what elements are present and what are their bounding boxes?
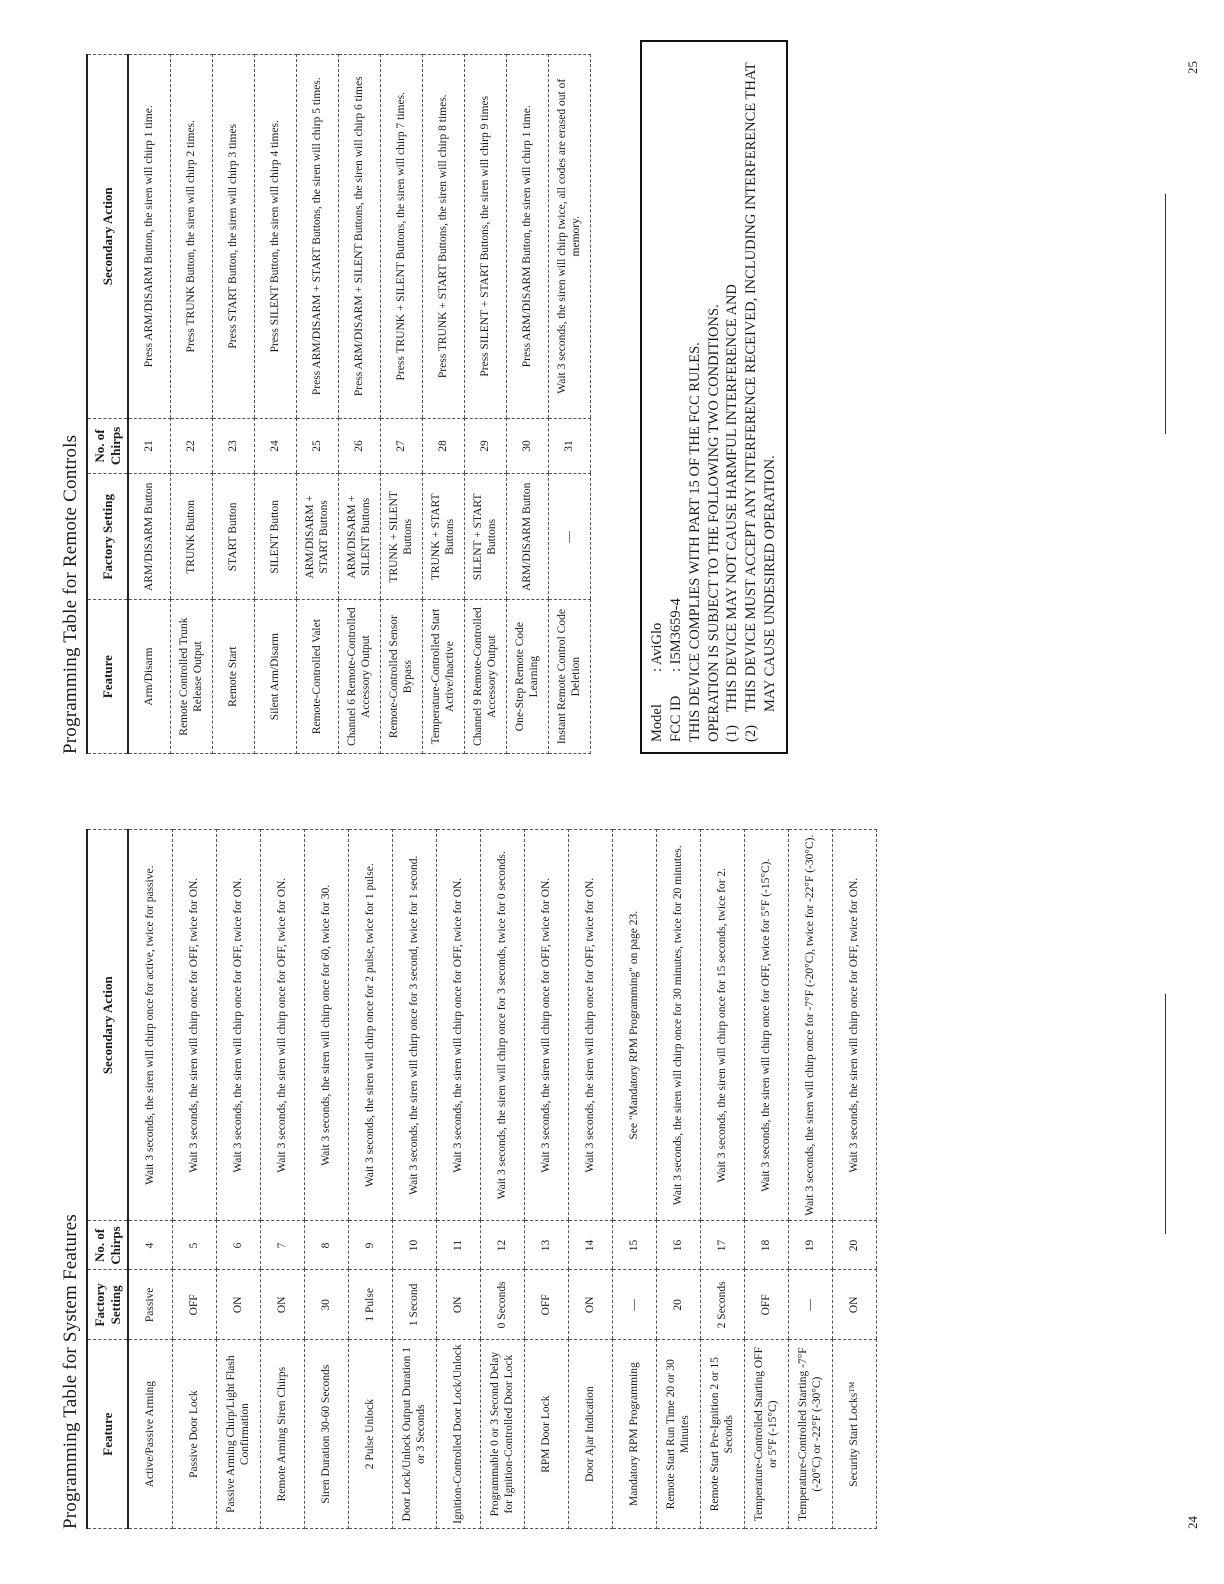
factory-cell: SILENT + START Buttons <box>465 474 507 600</box>
table-row <box>569 830 613 1529</box>
table-row <box>507 55 549 754</box>
table-row <box>297 55 339 754</box>
action-cell: Press TRUNK + SILENT Buttons, the siren will chirp 7 times. <box>381 55 423 419</box>
table-row <box>261 830 305 1529</box>
action-cell: Press ARM/DISARM Button, the siren will chirp 1 time. <box>128 55 171 419</box>
table-row <box>789 830 833 1529</box>
feature-cell: Channel 6 Remote-Controlled Accessory Output <box>339 600 381 754</box>
feature-cell: RPM Door Lock <box>525 1340 569 1529</box>
page-number-24: 24 <box>1185 1516 1200 1529</box>
chirps-cell: 13 <box>525 1221 569 1270</box>
header-feature: Feature <box>87 1340 128 1529</box>
feature-cell: Door Lock/Unlock Output Duration 1 or 3 Seconds <box>393 1340 437 1529</box>
action-cell: Wait 3 seconds, the siren will chirp once for OFF, twice for ON. <box>173 830 217 1221</box>
table-row <box>339 55 381 754</box>
factory-cell: OFF <box>173 1270 217 1340</box>
table-row <box>423 55 465 754</box>
table-row <box>128 830 173 1529</box>
table-row <box>255 55 297 754</box>
feature-cell: Remote-Controlled Valet <box>297 600 339 754</box>
feature-cell: Ignition-Controlled Door Lock/Unlock <box>437 1340 481 1529</box>
page-number-25: 25 <box>1185 61 1200 74</box>
factory-cell: 1 Second <box>393 1270 437 1340</box>
action-cell: Wait 3 seconds, the siren will chirp once for OFF, twice for ON. <box>833 830 877 1221</box>
feature-cell: Siren Duration 30-60 Seconds <box>305 1340 349 1529</box>
factory-cell: 1 Pulse <box>349 1270 393 1340</box>
header-secondary-action: Secondary Action <box>87 830 128 1221</box>
action-cell: See "Mandatory RPM Programming" on page 23. <box>613 830 657 1221</box>
chirps-cell: 24 <box>255 418 297 474</box>
chirps-cell: 20 <box>833 1221 877 1270</box>
action-cell: Wait 3 seconds, the siren will chirp once for -7°F (-20°C), twice for -22°F (-30°C). <box>789 830 833 1221</box>
action-cell: Wait 3 seconds, the siren will chirp once for OFF, twice for ON. <box>569 830 613 1221</box>
feature-cell: Door Ajar Indication <box>569 1340 613 1529</box>
table-row <box>213 55 255 754</box>
factory-cell: SILENT Button <box>255 474 297 600</box>
header-factory-setting: Factory Setting <box>87 474 128 600</box>
table-row <box>613 830 657 1529</box>
action-cell: Press ARM/DISARM + SILENT Buttons, the siren will chirp 6 times <box>339 55 381 419</box>
factory-cell: TRUNK Button <box>171 474 213 600</box>
factory-cell: 20 <box>657 1270 701 1340</box>
factory-cell: ON <box>833 1270 877 1340</box>
factory-cell: ARM/DISARM Button <box>128 474 171 600</box>
factory-cell: — <box>613 1270 657 1340</box>
condition-1-number: (1) <box>724 725 741 742</box>
chirps-cell: 14 <box>569 1221 613 1270</box>
action-cell: Wait 3 seconds, the siren will chirp once for 3 seconds, twice for 0 seconds. <box>481 830 525 1221</box>
chirps-cell: 21 <box>128 418 171 474</box>
header-factory-setting: Factory Setting <box>87 1270 128 1340</box>
action-cell: Wait 3 seconds, the siren will chirp once for 3 second, twice for 1 second. <box>393 830 437 1221</box>
system-features-title: Programming Table for System Features <box>60 1214 81 1529</box>
chirps-cell: 5 <box>173 1221 217 1270</box>
feature-cell: 2 Pulse Unlock <box>349 1340 393 1529</box>
factory-cell: ON <box>261 1270 305 1340</box>
table-header-row <box>87 830 128 1529</box>
fcc-id-label: FCC ID <box>667 695 684 742</box>
fcc-condition-2 <box>742 52 780 742</box>
chirps-cell: 22 <box>171 418 213 474</box>
chirps-cell: 6 <box>217 1221 261 1270</box>
feature-cell: Channel 9 Remote-Controlled Accessory Output <box>465 600 507 754</box>
action-cell: Wait 3 seconds, the siren will chirp once for active, twice for passive. <box>128 830 173 1221</box>
action-cell: Press SILENT Button, the siren will chirp 4 times. <box>255 55 297 419</box>
factory-cell: ON <box>437 1270 481 1340</box>
bottom-rule-right <box>1165 194 1166 434</box>
table-row <box>549 55 591 754</box>
feature-cell: Remote Start Pre-Ignition 2 or 15 Seconds <box>701 1340 745 1529</box>
chirps-cell: 31 <box>549 418 591 474</box>
feature-cell: Passive Arming Chirp/Light Flash Confirmation <box>217 1340 261 1529</box>
table-row <box>465 55 507 754</box>
table-row <box>437 830 481 1529</box>
table-row <box>381 55 423 754</box>
chirps-cell: 19 <box>789 1221 833 1270</box>
factory-cell: — <box>549 474 591 600</box>
fcc-line-1: THIS DEVICE COMPLIES WITH PART 15 OF THE FCC RULES. <box>686 342 703 742</box>
chirps-cell: 18 <box>745 1221 789 1270</box>
feature-cell: Remote Start <box>213 600 255 754</box>
factory-cell: 30 <box>305 1270 349 1340</box>
chirps-cell: 28 <box>423 418 465 474</box>
condition-2-text: THIS DEVICE MUST ACCEPT ANY INTERFERENCE RECEIVED, INCLUDING INTERFERENCE THAT MAY CAUSE UNDESIRED OPERATION. <box>743 62 779 712</box>
factory-cell: OFF <box>745 1270 789 1340</box>
chirps-cell: 11 <box>437 1221 481 1270</box>
factory-cell: START Button <box>213 474 255 600</box>
fcc-id-row <box>667 52 686 742</box>
factory-cell: 2 Seconds <box>701 1270 745 1340</box>
feature-cell: One-Step Remote Code Learning <box>507 600 549 754</box>
feature-cell: Security Start Locks™ <box>833 1340 877 1529</box>
chirps-cell: 30 <box>507 418 549 474</box>
feature-cell: Programmable 0 or 3 Second Delay for Ignition-Controlled Door Lock <box>481 1340 525 1529</box>
table-header-row <box>87 55 128 754</box>
condition-2-number: (2) <box>743 725 760 742</box>
table-row <box>217 830 261 1529</box>
action-cell: Press ARM/DISARM Button, the siren will chirp 1 time. <box>507 55 549 419</box>
factory-cell: TRUNK + START Buttons <box>423 474 465 600</box>
table-row <box>305 830 349 1529</box>
action-cell: Press TRUNK + START Buttons, the siren will chirp 8 times. <box>423 55 465 419</box>
action-cell: Press SILENT + START Buttons, the siren will chirp 9 times <box>465 55 507 419</box>
fcc-id-value: : I5M3659-4 <box>667 598 684 672</box>
chirps-cell: 16 <box>657 1221 701 1270</box>
factory-cell: TRUNK + SILENT Buttons <box>381 474 423 600</box>
table-row <box>657 830 701 1529</box>
remote-controls-table <box>86 54 591 754</box>
feature-cell: Temperature-Controlled Starting -7°F (-20°C) or -22°F (-30°C) <box>789 1340 833 1529</box>
factory-cell: ARM/DISARM Button <box>507 474 549 600</box>
table-row <box>173 830 217 1529</box>
chirps-cell: 10 <box>393 1221 437 1270</box>
factory-cell: OFF <box>525 1270 569 1340</box>
chirps-cell: 7 <box>261 1221 305 1270</box>
table-row <box>481 830 525 1529</box>
factory-cell: ON <box>569 1270 613 1340</box>
action-cell: Press TRUNK Button, the siren will chirp 2 times. <box>171 55 213 419</box>
feature-cell: Silent Arm/Disarm <box>255 600 297 754</box>
action-cell: Wait 3 seconds, the siren will chirp once for 60, twice for 30. <box>305 830 349 1221</box>
header-feature: Feature <box>87 600 128 754</box>
table-row <box>701 830 745 1529</box>
page-24 <box>60 829 877 1529</box>
feature-cell: Remote Arming Siren Chirps <box>261 1340 305 1529</box>
feature-cell: Temperature-Controlled Start Active/Inactive <box>423 600 465 754</box>
action-cell: Wait 3 seconds, the siren will chirp once for OFF, twice for 5°F (-15°C). <box>745 830 789 1221</box>
chirps-cell: 4 <box>128 1221 173 1270</box>
action-cell: Wait 3 seconds, the siren will chirp once for OFF, twice for ON. <box>525 830 569 1221</box>
table-row <box>525 830 569 1529</box>
page-25 <box>60 54 779 754</box>
chirps-cell: 26 <box>339 418 381 474</box>
model-label: Model <box>649 704 665 742</box>
factory-cell: Passive <box>128 1270 173 1340</box>
feature-cell: Arm/Disarm <box>128 600 171 754</box>
fcc-compliance-box <box>640 40 788 754</box>
action-cell: Press ARM/DISARM + START Buttons, the siren will chirp 5 times. <box>297 55 339 419</box>
system-features-table <box>86 829 877 1529</box>
action-cell: Wait 3 seconds, the siren will chirp once for 15 seconds, twice for 2. <box>701 830 745 1221</box>
fcc-model-row <box>648 52 667 742</box>
table-row <box>393 830 437 1529</box>
action-cell: Wait 3 seconds, the siren will chirp once for 30 minutes, twice for 20 minutes. <box>657 830 701 1221</box>
chirps-cell: 23 <box>213 418 255 474</box>
feature-cell: Passive Door Lock <box>173 1340 217 1529</box>
model-value: : AviGlo <box>649 622 665 672</box>
action-cell: Wait 3 seconds, the siren will chirp once for OFF, twice for ON. <box>261 830 305 1221</box>
chirps-cell: 12 <box>481 1221 525 1270</box>
table-row <box>128 55 171 754</box>
feature-cell: Temperature-Controlled Starting OFF or 5°F (-15°C) <box>745 1340 789 1529</box>
feature-cell: Instant Remote Control Code Deletion <box>549 600 591 754</box>
action-cell: Wait 3 seconds, the siren will chirp once for 2 pulse, twice for 1 pulse. <box>349 830 393 1221</box>
factory-cell: — <box>789 1270 833 1340</box>
action-cell: Wait 3 seconds, the siren will chirp twice, all codes are erased out of memory. <box>549 55 591 419</box>
table-row <box>833 830 877 1529</box>
feature-cell: Remote-Controlled Sensor Bypass <box>381 600 423 754</box>
action-cell: Wait 3 seconds, the siren will chirp once for OFF, twice for ON. <box>217 830 261 1221</box>
chirps-cell: 15 <box>613 1221 657 1270</box>
chirps-cell: 17 <box>701 1221 745 1270</box>
chirps-cell: 29 <box>465 418 507 474</box>
factory-cell: ON <box>217 1270 261 1340</box>
chirps-cell: 9 <box>349 1221 393 1270</box>
action-cell: Wait 3 seconds, the siren will chirp once for OFF, twice for ON. <box>437 830 481 1221</box>
factory-cell: 0 Seconds <box>481 1270 525 1340</box>
action-cell: Press START Button, the siren will chirp 3 times <box>213 55 255 419</box>
feature-cell: Mandatory RPM Programming <box>613 1340 657 1529</box>
feature-cell: Active/Passive Arming <box>128 1340 173 1529</box>
chirps-cell: 8 <box>305 1221 349 1270</box>
factory-cell: ARM/DISARM + SILENT Buttons <box>339 474 381 600</box>
feature-cell: Remote Start Run Time 20 or 30 Minutes <box>657 1340 701 1529</box>
remote-controls-title: Programming Table for Remote Controls <box>60 434 81 754</box>
chirps-cell: 27 <box>381 418 423 474</box>
table-row <box>745 830 789 1529</box>
feature-cell: Remote Controlled Trunk Release Output <box>171 600 213 754</box>
table-row <box>349 830 393 1529</box>
factory-cell: ARM/DISARM + START Buttons <box>297 474 339 600</box>
fcc-line-2: OPERATION IS SUBJECT TO THE FOLLOWING TWO CONDITIONS. <box>705 304 722 742</box>
table-row <box>171 55 213 754</box>
header-secondary-action: Secondary Action <box>87 55 128 419</box>
header-chirps: No. of Chirps <box>87 1221 128 1270</box>
bottom-rule-left <box>1165 994 1166 1234</box>
chirps-cell: 25 <box>297 418 339 474</box>
fcc-condition-1 <box>723 52 742 742</box>
condition-1-text: THIS DEVICE MAY NOT CAUSE HARMFUL INTERFERENCE AND <box>724 284 741 712</box>
header-chirps: No. of Chirps <box>87 418 128 474</box>
